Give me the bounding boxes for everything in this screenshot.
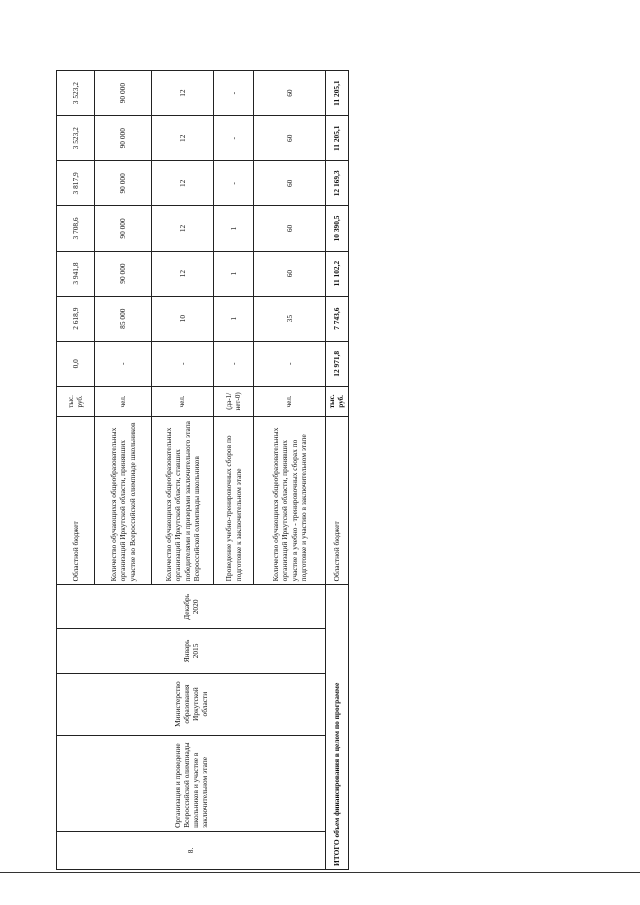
total-value: 11 102,2 — [326, 251, 349, 296]
period-start: Январь 2015 — [57, 629, 326, 673]
unit-cell: чел. — [152, 386, 214, 416]
value-cell: 2 618,9 — [57, 296, 95, 341]
total-unit: тыс. руб. — [326, 386, 349, 416]
program-table-rotated — [56, 70, 346, 870]
indicator-name: Количество обучающихся общеобразовательных организаций Иркутской области, принявших участие в учебно - тренировочных сборах по подготовке и участию в заключительном этапе — [254, 416, 326, 584]
total-value: 11 205,1 — [326, 116, 349, 161]
value-cell: 90 000 — [95, 251, 152, 296]
value-cell: 60 — [254, 206, 326, 251]
value-cell: 12 — [152, 161, 214, 206]
value-cell: 1 — [214, 206, 254, 251]
value-cell: 10 — [152, 296, 214, 341]
total-value: 12 971,8 — [326, 341, 349, 386]
value-cell: 90 000 — [95, 206, 152, 251]
unit-cell: (да-1/ нет-0) — [214, 386, 254, 416]
value-cell: 60 — [254, 71, 326, 116]
value-cell: 0,0 — [57, 341, 95, 386]
value-cell: 3 708,6 — [57, 206, 95, 251]
value-cell: 3 941,8 — [57, 251, 95, 296]
row-number: 8. — [57, 831, 326, 869]
value-cell: - — [152, 341, 214, 386]
value-cell: 12 — [152, 116, 214, 161]
value-cell: 90 000 — [95, 71, 152, 116]
value-cell: 3 523,2 — [57, 116, 95, 161]
value-cell: 12 — [152, 206, 214, 251]
scan-edge-line — [0, 872, 640, 873]
value-cell: 3 523,2 — [57, 71, 95, 116]
value-cell: - — [214, 161, 254, 206]
value-cell: 35 — [254, 296, 326, 341]
value-cell: 1 — [214, 251, 254, 296]
value-cell: 3 817,9 — [57, 161, 95, 206]
value-cell: - — [214, 341, 254, 386]
executor: Министерство образования Иркутской области — [57, 673, 326, 735]
total-value: 12 169,3 — [326, 161, 349, 206]
unit-cell: чел. — [254, 386, 326, 416]
value-cell: - — [254, 341, 326, 386]
indicator-name: Количество обучающихся общеобразовательных организаций Иркутской области, принявших участие во Всероссийской олимпиаде школьников — [95, 416, 152, 584]
funding-source: Областной бюджет — [57, 416, 95, 584]
financing-table — [56, 70, 349, 870]
measure-name: Организация и проведение Всероссийской олимпиады школьников и участие в заключительном этапе — [57, 735, 326, 831]
value-cell: 12 — [152, 251, 214, 296]
total-value: 11 205,1 — [326, 71, 349, 116]
total-value: 10 390,5 — [326, 206, 349, 251]
value-cell: 60 — [254, 116, 326, 161]
value-cell: - — [214, 71, 254, 116]
unit-cell: чел. — [95, 386, 152, 416]
total-label: ИТОГО объем финансирования в целом по программе — [326, 585, 349, 870]
value-cell: - — [95, 341, 152, 386]
total-value: 7 743,6 — [326, 296, 349, 341]
value-cell: 85 000 — [95, 296, 152, 341]
total-source: Областной бюджет — [326, 416, 349, 584]
value-cell: 60 — [254, 161, 326, 206]
value-cell: - — [214, 116, 254, 161]
value-cell: 90 000 — [95, 161, 152, 206]
indicator-name: Проведение учебно-тренировочных сборов по подготовке к заключительном этапе — [214, 416, 254, 584]
value-cell: 90 000 — [95, 116, 152, 161]
total-row — [326, 71, 349, 870]
value-cell: 12 — [152, 71, 214, 116]
table-row — [57, 71, 95, 870]
unit-cell: тыс. руб. — [57, 386, 95, 416]
value-cell: 1 — [214, 296, 254, 341]
period-end: Декабрь 2020 — [57, 585, 326, 629]
value-cell: 60 — [254, 251, 326, 296]
indicator-name: Количество обучающихся общеобразовательных организаций Иркутской области, ставших победителями и призерами заключительного этапа Всероссийской олимпиады школьников — [152, 416, 214, 584]
